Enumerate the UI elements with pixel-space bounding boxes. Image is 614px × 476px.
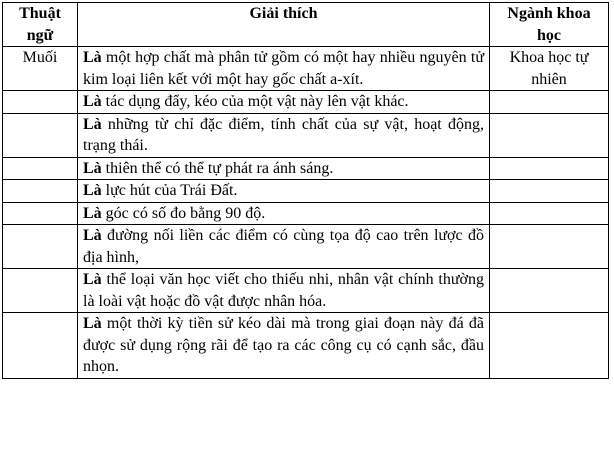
explanation-cell xyxy=(78,225,490,269)
explanation-lead: Là xyxy=(83,271,102,288)
field-cell xyxy=(490,91,609,114)
table-row xyxy=(3,157,609,180)
field-cell xyxy=(490,157,609,180)
explanation-lead: Là xyxy=(83,115,102,133)
table-row xyxy=(3,225,609,269)
term-cell xyxy=(3,157,78,180)
term-cell xyxy=(3,202,78,225)
field-cell xyxy=(490,269,609,313)
explanation-lead: Là xyxy=(83,227,102,244)
explanation-text: góc có số đo bằng 90 độ. xyxy=(101,204,266,222)
field-cell: Khoa học tự nhiên xyxy=(490,47,609,91)
explanation-lead: Là xyxy=(83,182,102,199)
header-explanation: Giải thích xyxy=(78,3,490,47)
explanation-cell xyxy=(78,202,490,225)
explanation-cell xyxy=(78,47,490,91)
term-cell xyxy=(3,269,78,313)
term-cell: Muối xyxy=(3,47,78,91)
term-cell xyxy=(3,313,78,379)
header-row xyxy=(3,3,609,47)
field-cell xyxy=(490,113,609,157)
table-row xyxy=(3,202,609,225)
explanation-text: những từ chỉ đặc điểm, tính chất của sự vật, hoạt động, trạng thái. xyxy=(83,115,484,154)
term-cell xyxy=(3,225,78,269)
field-cell xyxy=(490,202,609,225)
header-field: Ngành khoa học xyxy=(490,3,609,47)
field-cell xyxy=(490,313,609,379)
table-row xyxy=(3,47,609,91)
terms-table xyxy=(2,2,609,379)
explanation-cell xyxy=(78,313,490,379)
explanation-cell xyxy=(78,269,490,313)
explanation-lead: Là xyxy=(83,93,102,110)
explanation-text: thể loại văn học viết cho thiếu nhi, nhân vật chính thường là loài vật hoặc đồ vật được nhân hóa. xyxy=(83,271,484,310)
explanation-text: lực hút của Trái Đất. xyxy=(101,182,238,199)
explanation-cell xyxy=(78,91,490,114)
explanation-lead: Là xyxy=(83,49,102,66)
explanation-cell xyxy=(78,157,490,180)
header-term: Thuật ngữ xyxy=(3,3,78,47)
explanation-cell xyxy=(78,113,490,157)
explanation-text: thiên thể có thể tự phát ra ánh sáng. xyxy=(101,159,334,177)
term-cell xyxy=(3,180,78,203)
explanation-lead: Là xyxy=(83,315,102,332)
explanation-lead: Là xyxy=(83,159,102,177)
table-row xyxy=(3,180,609,203)
table-row xyxy=(3,113,609,157)
explanation-text: tác dụng đẩy, kéo của một vật này lên vật khác. xyxy=(101,93,409,110)
explanation-text: một thời kỳ tiền sử kéo dài mà trong giai đoạn này đá đã được sử dụng rộng rãi để tạo ra các công cụ có cạnh sắc, đầu nhọn. xyxy=(83,315,484,375)
table-row xyxy=(3,313,609,379)
term-cell xyxy=(3,113,78,157)
explanation-text: đường nối liền các điểm có cùng tọa độ cao trên lược đồ địa hình, xyxy=(83,227,484,266)
explanation-lead: Là xyxy=(83,204,102,222)
explanation-text: một hợp chất mà phân tử gồm có một hay nhiều nguyên tử kim loại liên kết với một hay gốc chất a-xít. xyxy=(83,49,484,88)
field-cell xyxy=(490,225,609,269)
term-cell xyxy=(3,91,78,114)
field-cell xyxy=(490,180,609,203)
table-row xyxy=(3,91,609,114)
explanation-cell xyxy=(78,180,490,203)
table-row xyxy=(3,269,609,313)
